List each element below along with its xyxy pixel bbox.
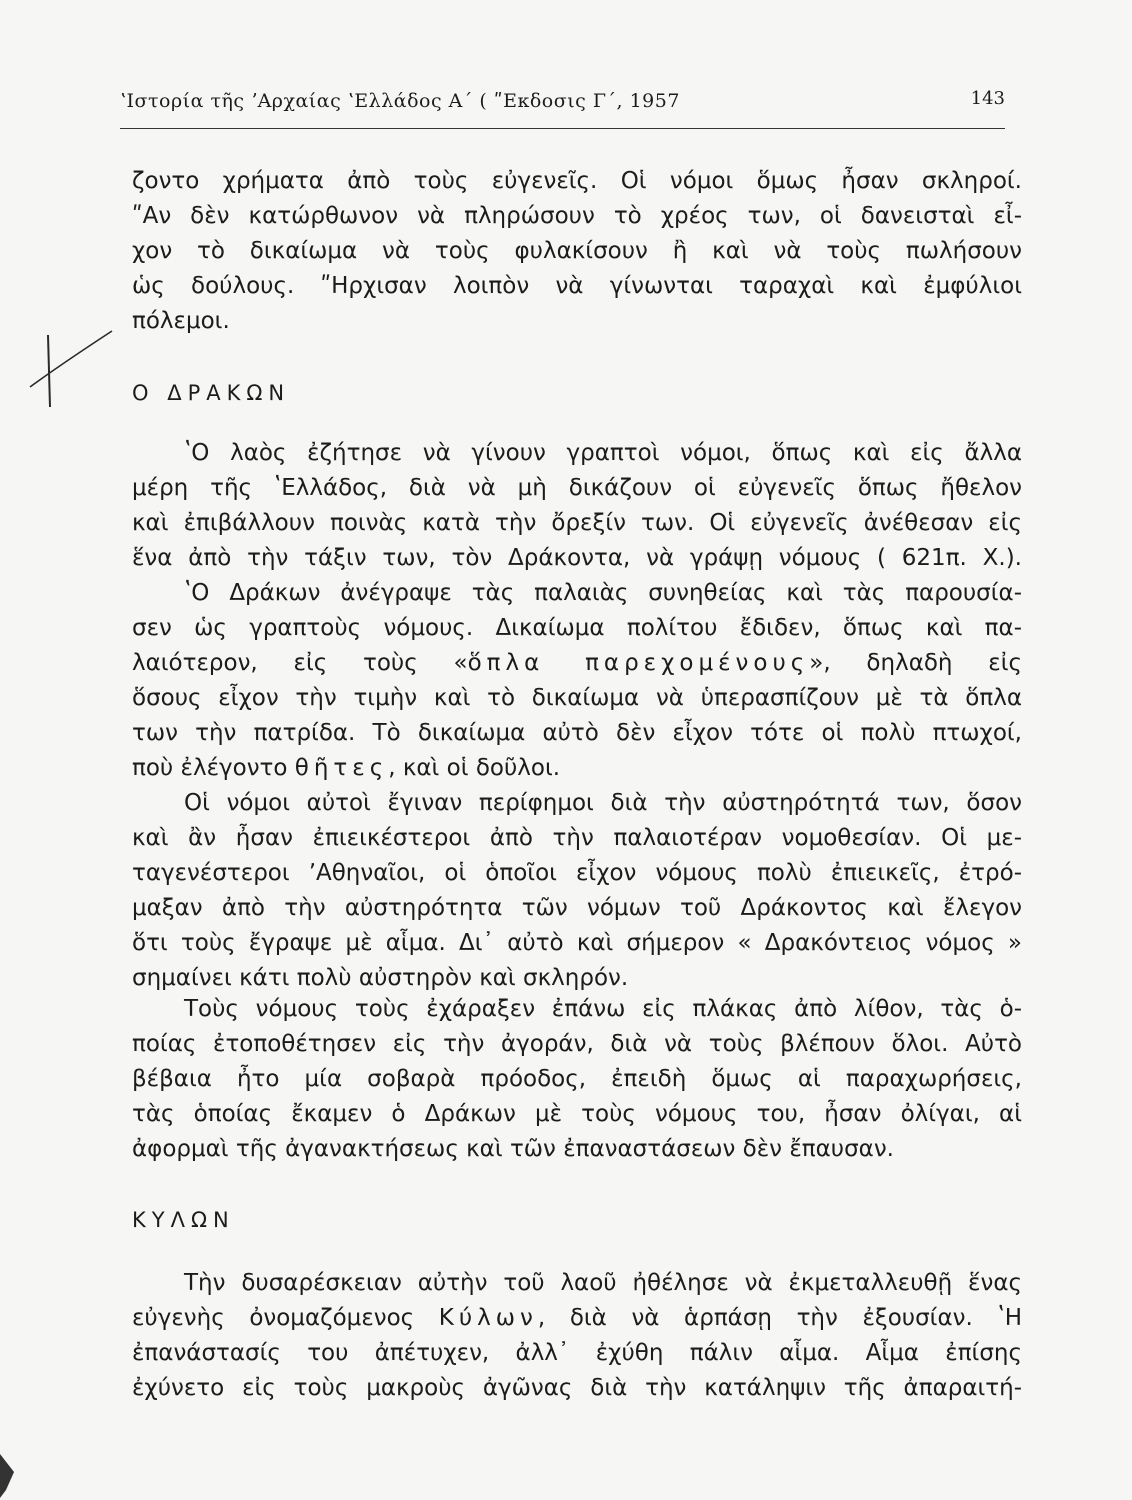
text-line: μέρη τῆς ʽΕλλάδος, διὰ νὰ μὴ δικάζουν οἱ εὐγενεῖς ὅπως ἤθελον [132, 475, 1022, 501]
page-number: 143 [970, 88, 1005, 109]
text-segment: », δηλαδὴ εἰς [809, 650, 1022, 676]
text-segment: ποὺ ἐλέγοντο [132, 755, 295, 781]
text-line: ἀφορμαὶ τῆς ἀγανακτήσεως καὶ τῶν ἐπαναστάσεων δὲν ἔπαυσαν. [132, 1136, 894, 1162]
text-line: των τὴν πατρίδα. Τὸ δικαίωμα αὐτὸ δὲν εἶχον τότε οἱ πολὺ πτωχοί, [132, 720, 1022, 746]
text-line [132, 751, 1022, 786]
text-line: ὅσους εἶχον τὴν τιμὴν καὶ τὸ δικαίωμα νὰ ὑπερασπίζουν μὲ τὰ ὅπλα [132, 685, 1022, 711]
running-title: ʽΙστορία τῆς ʼΑρχαίας ʽΕλλάδος Α΄ ( ʺΕκδοσις Γ΄, 1957 [120, 90, 680, 112]
kylon-paragraph-1 [132, 1266, 1022, 1406]
text-line: ʺΑν δὲν κατώρθωνον νὰ πληρώσουν τὸ χρέος των, οἱ δανεισταὶ εἶ- [132, 203, 1022, 229]
intro-paragraph [132, 164, 1022, 339]
running-header [120, 88, 1005, 129]
text-line: ἐχύνετο εἰς τοὺς μακροὺς ἀγῶνας διὰ τὴν κατάληψιν τῆς ἀπαραιτή- [132, 1375, 1022, 1401]
text-line: Τοὺς νόμους τοὺς ἐχάραξεν ἐπάνω εἰς πλάκας ἀπὸ λίθον, τὰς ὁ- [184, 996, 1022, 1022]
text-line: σημαίνει κάτι πολὺ αὐστηρὸν καὶ σκληρόν. [132, 965, 629, 991]
drakon-paragraph-2 [132, 576, 1022, 786]
text-line: χον τὸ δικαίωμα νὰ τοὺς φυλακίσουν ἢ καὶ νὰ τοὺς πωλήσουν [132, 238, 1022, 264]
drakon-paragraph-1 [132, 436, 1022, 576]
text-line: σεν ὡς γραπτοὺς νόμους. Δικαίωμα πολίτου ἔδιδεν, ὅπως καὶ πα- [132, 615, 1022, 641]
spaced-term: θῆτες [294, 755, 389, 781]
text-line: μαξαν ἀπὸ τὴν αὐστηρότητα τῶν νόμων τοῦ Δράκοντος καὶ ἔλεγον [132, 895, 1022, 921]
text-line: ἐπανάστασίς του ἀπέτυχεν, ἀλλ᾽ ἐχύθη πάλιν αἷμα. Αἷμα ἐπίσης [132, 1340, 1022, 1366]
text-line: ποίας ἐτοποθέτησεν εἰς τὴν ἀγοράν, διὰ νὰ τοὺς βλέπουν ὅλοι. Αὐτὸ [132, 1031, 1022, 1057]
text-line: τὰς ὁποίας ἔκαμεν ὁ Δράκων μὲ τοὺς νόμους του, ἦσαν ὀλίγαι, αἱ [132, 1101, 1022, 1127]
text-line: ἕνα ἀπὸ τὴν τάξιν των, τὸν Δράκοντα, νὰ γράψῃ νόμους ( 621π. Χ.). [132, 545, 1022, 571]
text-line [132, 1301, 1022, 1336]
text-segment: εὐγενὴς ὀνομαζόμενος [132, 1305, 439, 1331]
text-line: Οἱ νόμοι αὐτοὶ ἔγιναν περίφημοι διὰ τὴν αὐστηρότητά των, ὅσον [184, 790, 1022, 816]
text-line: βέβαια ἦτο μία σοβαρὰ πρόοδος, ἐπειδὴ ὅμως αἱ παραχωρήσεις, [132, 1066, 1022, 1092]
text-line: ταγενέστεροι ʼΑθηναῖοι, οἱ ὁποῖοι εἶχον νόμους πολὺ ἐπιεικεῖς, ἐτρό- [132, 860, 1022, 886]
drakon-paragraph-4 [132, 992, 1022, 1167]
text-line: ʽΟ λαὸς ἐζήτησε νὰ γίνουν γραπτοὶ νόμοι, ὅπως καὶ εἰς ἄλλα [184, 440, 1022, 466]
text-line: καὶ ἂν ἦσαν ἐπιεικέστεροι ἀπὸ τὴν παλαιοτέραν νομοθεσίαν. Οἱ με- [132, 825, 1022, 851]
section-heading-drakon: Ο ΔΡΑΚΩΝ [132, 381, 291, 405]
text-segment: , διὰ νὰ ἁρπάσῃ τὴν ἐξουσίαν. ʽΗ [537, 1305, 1022, 1331]
section-heading-kylon: ΚΥΛΩΝ [132, 1208, 235, 1232]
spaced-term: Κύλων [438, 1305, 538, 1331]
scan-edge-mark [0, 1450, 16, 1500]
text-line [132, 646, 1022, 681]
text-segment: λαιότερον, εἰς τοὺς « [132, 650, 468, 676]
drakon-paragraph-3 [132, 786, 1022, 996]
text-line: ὡς δούλους. ʺΗρχισαν λοιπὸν νὰ γίνωνται ταραχαὶ καὶ ἐμφύλιοι [132, 273, 1022, 299]
text-line: ʽΟ Δράκων ἀνέγραψε τὰς παλαιὰς συνηθείας καὶ τὰς παρουσία- [184, 580, 1022, 606]
text-line: καὶ ἐπιβάλλουν ποινὰς κατὰ τὴν ὄρεξίν των. Οἱ εὐγενεῖς ἀνέθεσαν εἰς [132, 510, 1022, 536]
text-segment: , καὶ οἱ δοῦλοι. [388, 755, 561, 781]
text-line: πόλεμοι. [132, 308, 230, 334]
text-line: ζοντο χρήματα ἀπὸ τοὺς εὐγενεῖς. Οἱ νόμοι ὅμως ἦσαν σκληροί. [132, 168, 1022, 194]
handwritten-cross-mark [20, 325, 120, 415]
spaced-term: ὅπλα παρεχομένους [467, 650, 810, 676]
text-line: ὅτι τοὺς ἔγραψε μὲ αἷμα. Δι᾽ αὐτὸ καὶ σήμερον « Δρακόντειος νόμος » [132, 930, 1022, 956]
text-line: Τὴν δυσαρέσκειαν αὐτὴν τοῦ λαοῦ ἠθέλησε νὰ ἐκμεταλλευθῇ ἕνας [184, 1270, 1022, 1296]
